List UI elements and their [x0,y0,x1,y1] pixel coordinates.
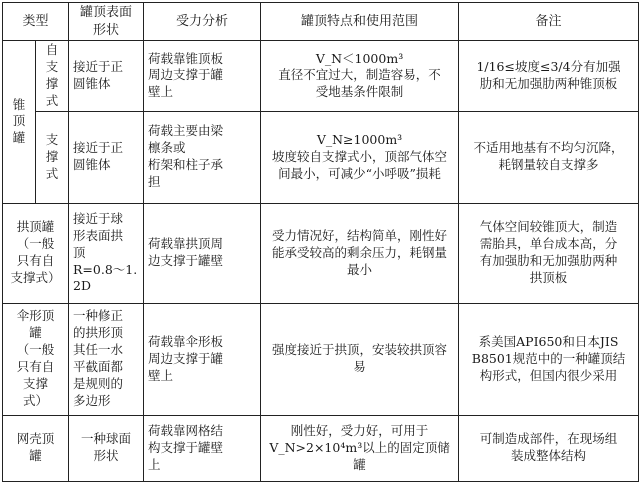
header-features: 罐顶特点和使用范围 [261,3,459,41]
header-row [3,3,639,41]
row-type: 拱顶罐 （一般 只有自 支撑式） [3,203,69,303]
row-type: 伞形顶 罐 （一般 只有自 支撑 式） [3,303,69,415]
tank-roof-comparison-table [2,2,639,482]
row-note: 不适用地基有不均匀沉降， 耗钢量较自支撑多 [459,111,639,203]
header-shape: 罐顶表面 形状 [69,3,144,41]
row-force: 荷载靠网格结 构支撑于罐壁 上 [144,415,261,481]
header-note: 备注 [459,3,639,41]
row-note: 可制造成部件，在现场组 装成整体结构 [459,415,639,481]
table-row [3,111,639,203]
row-features: 受力情况好，结构简单，刚性好 能承受较高的剩余压力，耗钢量 最小 [261,203,459,303]
row-features: V_N≥1000m³ 坡度较自支撑式小，顶部气体空 间最小，可减少“小呼吸”损耗 [261,111,459,203]
header-type: 类型 [3,3,69,41]
row-note: 系美国API650和日本JIS B8501规范中的一种罐顶结 构形式，但国内很少采用 [459,303,639,415]
row-type: 自 支 撑 式 [36,41,69,112]
row-force: 荷载靠拱顶周 边支撑于罐壁 [144,203,261,303]
row-shape: 一种球面 形状 [69,415,144,481]
row-features: V_N＜1000m³ 直径不宜过大，制造容易，不 受地基条件限制 [261,41,459,112]
cone-roof-group-label: 锥 顶 罐 [3,41,36,204]
row-type: 网壳顶 罐 [3,415,69,481]
row-note: 1/16≤坡度≤3/4分有加强 肋和无加强肋两种锥顶板 [459,41,639,112]
row-force: 荷载主要由梁 檩条或 桁架和柱子承 担 [144,111,261,203]
table-row [3,41,639,112]
row-features: 刚性好，受力好，可用于 V_N>2×10⁴m³以上的固定顶储罐 [261,415,459,481]
row-shape: 一种修正 的拱形顶 其任一水 平截面都 是规则的 多边形 [69,303,144,415]
row-features: 强度接近于拱顶，安装较拱顶容 易 [261,303,459,415]
row-shape: 接近于球 形表面拱 顶 R=0.8～1. 2D [69,203,144,303]
table-row [3,415,639,481]
header-force: 受力分析 [144,3,261,41]
row-shape: 接近于正 圆锥体 [69,111,144,203]
table-row [3,203,639,303]
row-note: 气体空间较锥顶大，制造 需胎具，单台成本高，分 有加强肋和无加强肋两种 拱顶板 [459,203,639,303]
row-type: 支 撑 式 [36,111,69,203]
row-force: 荷载靠锥顶板 周边支撑于罐 壁上 [144,41,261,112]
row-shape: 接近于正 圆锥体 [69,41,144,112]
table-row [3,303,639,415]
row-force: 荷载靠伞形板 周边支撑于罐 壁上 [144,303,261,415]
